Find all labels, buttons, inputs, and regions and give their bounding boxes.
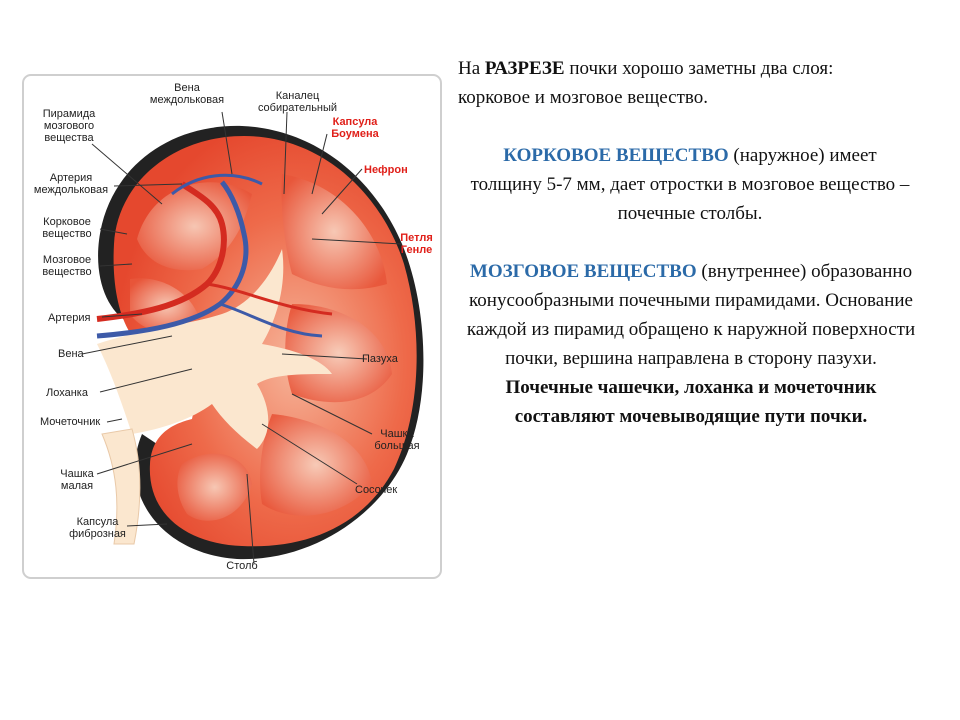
intro-rest: почки хорошо заметны два слоя: корковое и мозговое вещество. <box>458 58 834 108</box>
medulla-term: МОЗГОВОЕ ВЕЩЕСТВО <box>469 261 697 282</box>
medulla-description: (внутреннее) образованно конусообразными почечными пирамидами. Основание каждой из пирамид обращено к наружной поверхности почки, вершина направлена в сторону пазухи. <box>466 261 916 369</box>
label-kapsula-boumena: Капсула Боумена <box>331 116 379 140</box>
paragraph-intro <box>458 54 878 112</box>
label-chashka-bolshaya: Чашка большая <box>374 428 420 452</box>
label-mozgovoe: Мозговое вещество <box>42 254 92 278</box>
kidney-illustration <box>22 74 442 579</box>
cortex-description: (наружное) имеет толщину 5-7 мм, дает отростки в мозговое вещество – почечные столбы. <box>470 145 910 224</box>
label-arteriya-mezhdolkovaya: Артерия междольковая <box>33 172 109 196</box>
label-piramida: Пирамида мозгового вещества <box>42 108 96 144</box>
label-nefron: Нефрон <box>364 164 408 176</box>
cortex-term: КОРКОВОЕ ВЕЩЕСТВО <box>503 145 729 166</box>
label-kanalets: Каналец собирательный <box>257 90 338 114</box>
label-korkovoe: Корковое вещество <box>42 216 92 240</box>
label-chashka-malaya: Чашка малая <box>60 468 94 492</box>
urinary-tract-statement: Почечные чашечки, лоханка и мочеточник составляют мочевыводящие пути почки. <box>505 377 877 427</box>
label-lokhanka: Лоханка <box>46 387 88 399</box>
paragraph-medulla <box>456 257 926 431</box>
label-stolb: Столб <box>226 560 258 572</box>
label-petlya-genle: Петля Генле <box>400 232 433 256</box>
label-kapsula-fibroznaya: Капсула фиброзная <box>69 516 126 540</box>
intro-bold-term: РАЗРЕЗЕ <box>484 58 565 79</box>
kidney-diagram <box>22 74 442 579</box>
label-mochetochnik: Мочеточник <box>40 416 101 428</box>
label-pazukha: Пазуха <box>362 353 398 365</box>
label-vena-mezhdolkovaya: Вена междольковая <box>149 82 225 106</box>
intro-prefix: На <box>458 58 485 79</box>
paragraph-cortex <box>470 141 910 228</box>
label-arteriya: Артерия <box>48 312 91 324</box>
label-sosochek: Сосочек <box>355 484 398 496</box>
label-vena: Вена <box>58 348 84 360</box>
